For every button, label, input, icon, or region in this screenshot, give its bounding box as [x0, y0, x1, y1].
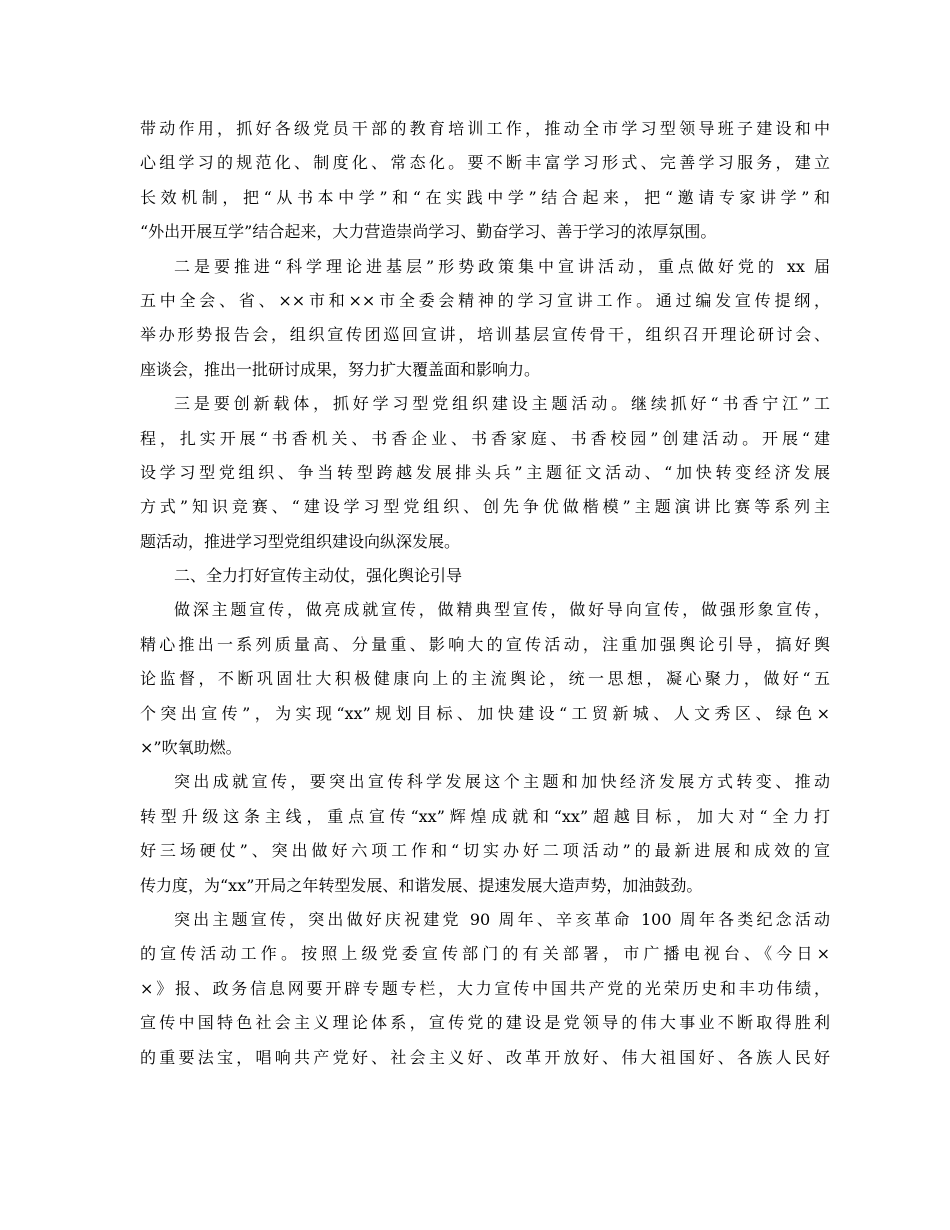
text-line: 方式”知识竞赛、“建设学习型党组织、创先争优做楷模”主题演讲比赛等系列主: [140, 497, 830, 517]
text-line: 三是要创新载体，抓好学习型党组织建设主题活动。继续抓好“书香宁江”工: [174, 394, 830, 414]
text-line: 传力度，为“xx”开局之年转型发展、和谐发展、提速发展大造声势，加油鼓劲。: [140, 875, 703, 895]
text-line: 五中全会、省、××市和××市全委会精神的学习宣讲工作。通过编发宣传提纲，: [140, 290, 830, 310]
text-line: 突出主题宣传，突出做好庆祝建党 90 周年、辛亥革命 100 周年各类纪念活动: [174, 909, 830, 929]
text-line: 心组学习的规范化、制度化、常态化。要不断丰富学习形式、完善学习服务，建立: [140, 153, 830, 173]
text-line: ×》报、政务信息网要开辟专题专栏，大力宣传中国共产党的光荣历史和丰功伟绩，: [140, 978, 830, 998]
text-line: 二是要推进“科学理论进基层”形势政策集中宣讲活动，重点做好党的 xx 届: [174, 256, 830, 276]
text-line: 做深主题宣传，做亮成就宣传，做精典型宣传，做好导向宣传，做强形象宣传，: [174, 600, 830, 620]
text-line: 二、全力打好宣传主动仗，强化舆论引导: [174, 566, 463, 586]
text-line: 长效机制，把“从书本中学”和“在实践中学”结合起来，把“邀请专家讲学”和: [140, 187, 830, 207]
text-line: 带动作用，抓好各级党员干部的教育培训工作，推动全市学习型领导班子建设和中: [140, 119, 830, 138]
text-line: 的重要法宝，唱响共产党好、社会主义好、改革开放好、伟大祖国好、各族人民好: [140, 1047, 830, 1067]
text-line: 精心推出一系列质量高、分量重、影响大的宣传活动，注重加强舆论引导，搞好舆: [140, 634, 830, 654]
text-line: 突出成就宣传，要突出宣传科学发展这个主题和加快经济发展方式转变、推动: [174, 772, 830, 792]
text-line: 座谈会，推出一批研讨成果，努力扩大覆盖面和影响力。: [140, 359, 541, 379]
text-line: 好三场硬仗”、突出做好六项工作和“切实办好二项活动”的最新进展和成效的宣: [140, 841, 830, 861]
text-line: 程，扎实开展“书香机关、书香企业、书香家庭、书香校园”创建活动。开展“建: [140, 428, 830, 448]
document-body: [140, 112, 830, 1075]
text-line: 题活动，推进学习型党组织建设向纵深发展。: [140, 531, 461, 551]
text-line: 举办形势报告会，组织宣传团巡回宣讲，培训基层宣传骨干，组织召开理论研讨会、: [140, 325, 830, 345]
text-line: 宣传中国特色社会主义理论体系，宣传党的建设是党领导的伟大事业不断取得胜利: [140, 1013, 830, 1033]
text-line: ×”吹氧助燃。: [140, 738, 242, 758]
text-line: 转型升级这条主线，重点宣传“xx”辉煌成就和“xx”超越目标，加大对“全力打: [140, 806, 830, 826]
text-line: 的宣传活动工作。按照上级党委宣传部门的有关部署，市广播电视台、《今日×: [140, 944, 830, 964]
text-line: 论监督，不断巩固壮大积极健康向上的主流舆论，统一思想，凝心聚力，做好“五: [140, 669, 830, 689]
text-line: 个突出宣传”，为实现“xx”规划目标、加快建设“工贸新城、人文秀区、绿色×: [140, 703, 830, 723]
text-line: 设学习型党组织、争当转型跨越发展排头兵”主题征文活动、“加快转变经济发展: [140, 462, 830, 482]
text-line: “外出开展互学”结合起来，大力营造崇尚学习、勤奋学习、善于学习的浓厚氛围。: [140, 222, 717, 242]
